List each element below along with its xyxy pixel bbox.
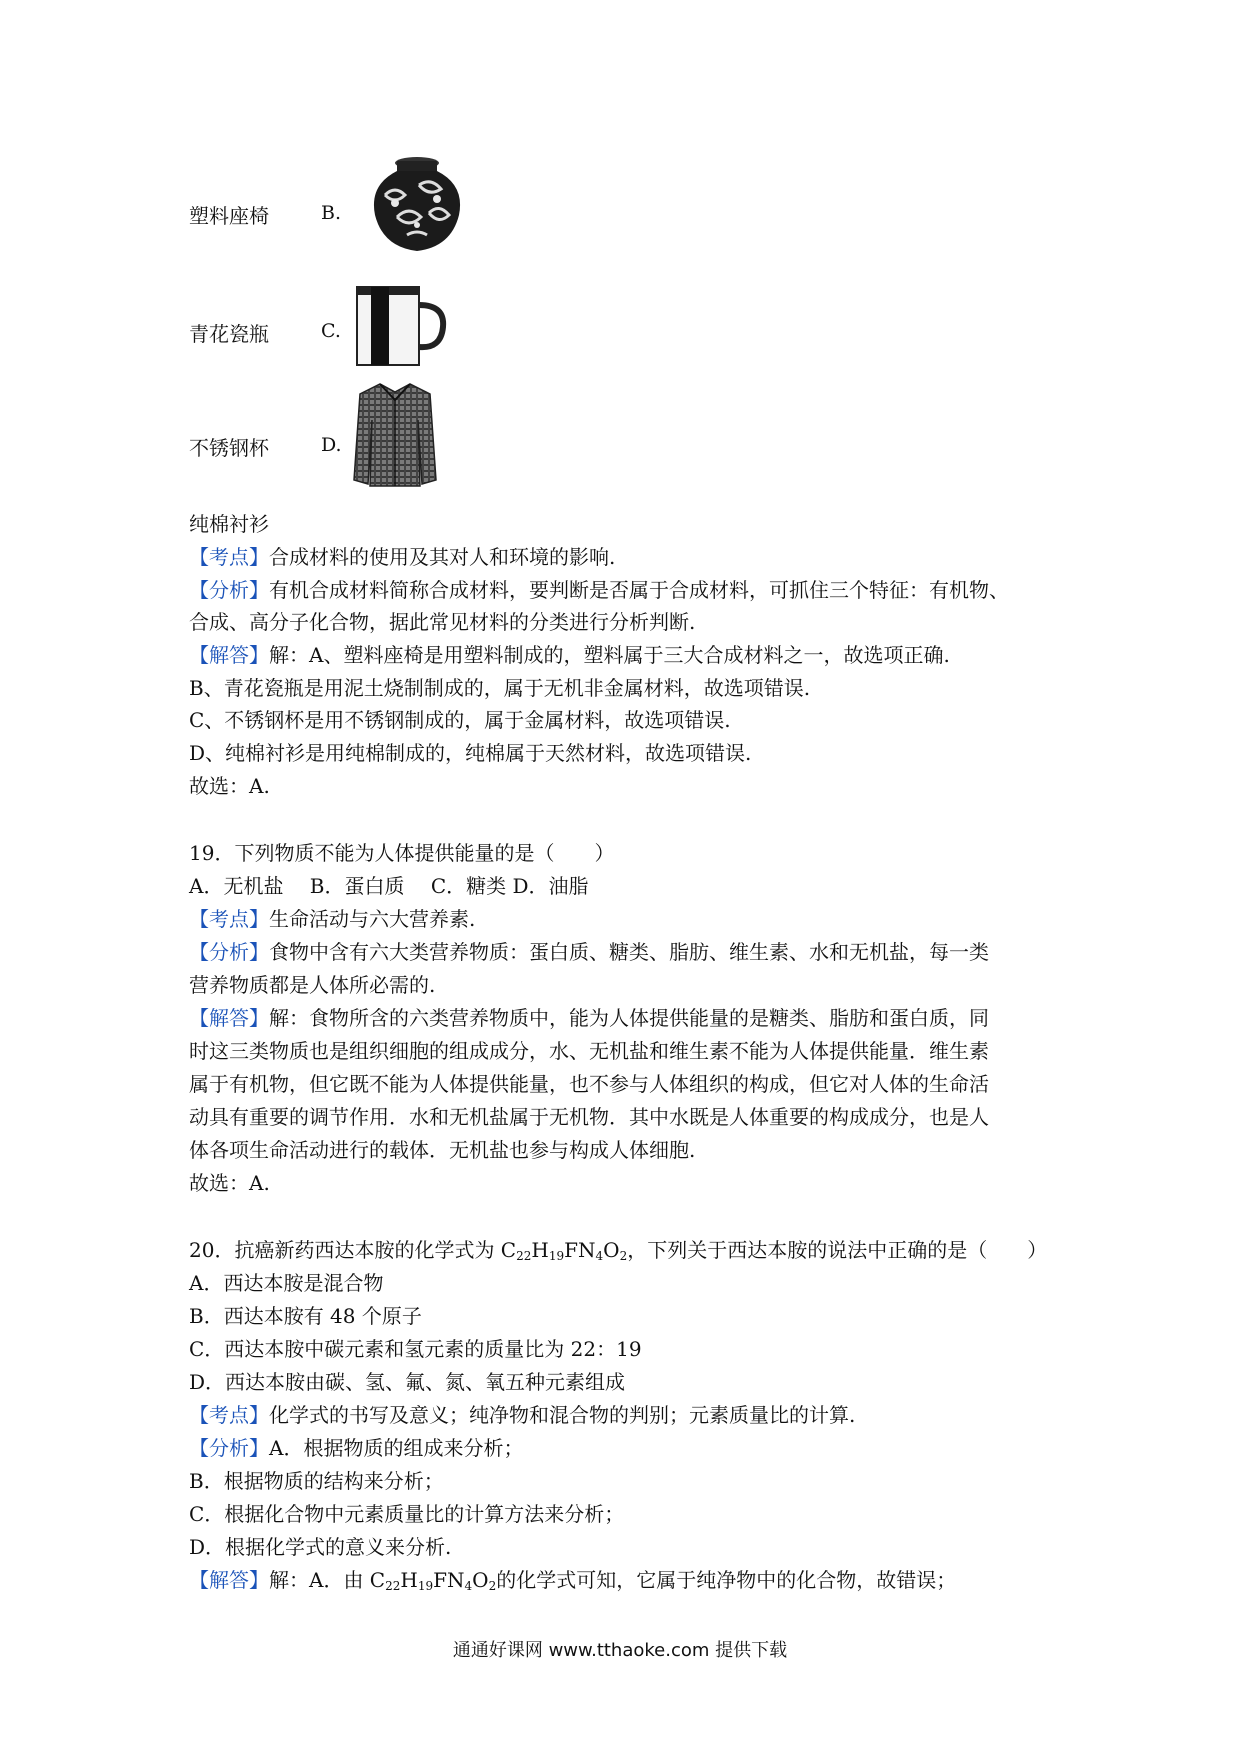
sub-4: 4 — [464, 1579, 473, 1593]
sub-22: 22 — [516, 1249, 532, 1263]
q18-fenxi-2: 合成、高分子化合物，据此常见材料的分类进行分析判断. — [189, 610, 696, 634]
jieda-tag: 【解答】 — [189, 1006, 269, 1030]
q18-jieda-2: B、青花瓷瓶是用泥土烧制制成的，属于无机非金属材料，故选项错误. — [189, 676, 811, 700]
q19-jieda-4: 动具有重要的调节作用．水和无机盐属于无机物．其中水既是人体重要的构成成分，也是人 — [189, 1105, 989, 1129]
el-h: H — [531, 1238, 549, 1262]
q19-jieda — [189, 1002, 989, 1034]
option-letter-c: C. — [321, 320, 341, 342]
kaodian-text: 化学式的书写及意义；纯净物和混合物的判别；元素质量比的计算. — [269, 1403, 856, 1427]
q19-options: A．无机盐 B．蛋白质 C．糖类 D．油脂 — [189, 874, 589, 898]
q20-fenxi-4: D．根据化学式的意义来分析. — [189, 1535, 452, 1559]
sub-4: 4 — [595, 1249, 604, 1263]
kaodian-text: 生命活动与六大营养素. — [269, 907, 476, 931]
q20-option-a: A．西达本胺是混合物 — [189, 1271, 384, 1295]
jieda-tag: 【解答】 — [189, 1568, 269, 1592]
q20-kaodian — [189, 1399, 855, 1431]
option-letter-b: B. — [321, 202, 342, 224]
q18-fenxi — [189, 574, 1009, 606]
mug-icon — [353, 283, 448, 368]
el-o: O — [472, 1568, 489, 1592]
fenxi-tag: 【分析】 — [189, 578, 269, 602]
sub-2: 2 — [619, 1249, 628, 1263]
vase-icon — [367, 155, 467, 255]
q20-option-b: B．西达本胺有 48 个原子 — [189, 1304, 422, 1328]
last-option-text: 纯棉衬衫 — [189, 512, 269, 536]
el-o: O — [603, 1238, 620, 1262]
footer-text: 通通好课网 www.tthaoke.com 提供下载 — [452, 1640, 788, 1661]
option-text-c: 青花瓷瓶 — [189, 322, 269, 346]
fenxi-text: A．根据物质的组成来分析； — [269, 1436, 524, 1460]
q19-stem: 19．下列物质不能为人体提供能量的是（ ） — [189, 841, 615, 865]
q20-fenxi-2: B．根据物质的结构来分析； — [189, 1469, 444, 1493]
kaodian-text: 合成材料的使用及其对人和环境的影响. — [269, 545, 616, 569]
kaodian-tag: 【考点】 — [189, 545, 269, 569]
jieda-tag: 【解答】 — [189, 643, 269, 667]
el-fn: FN — [564, 1238, 596, 1262]
el-h: H — [400, 1568, 418, 1592]
jieda-text: 解：A、塑料座椅是用塑料制成的，塑料属于三大合成材料之一，故选项正确. — [269, 643, 950, 667]
q20-jieda — [189, 1564, 956, 1602]
q19-fenxi — [189, 936, 989, 968]
q19-jieda-3: 属于有机物，但它既不能为人体提供能量，也不参与人体组织的构成，但它对人体的生命活 — [189, 1072, 989, 1096]
fenxi-tag: 【分析】 — [189, 1436, 269, 1460]
q20-stem-post: ，下列关于西达本胺的说法中正确的是（ ） — [627, 1238, 1048, 1262]
q20-fenxi — [189, 1432, 523, 1464]
jieda-post: 的化学式可知，它属于纯净物中的化合物，故错误； — [496, 1568, 957, 1592]
q18-kaodian — [189, 541, 615, 573]
jieda-pre: 解：A．由 C — [269, 1568, 386, 1592]
q18-jieda-3: C、不锈钢杯是用不锈钢制成的，属于金属材料，故选项错误. — [189, 708, 731, 732]
sub-2: 2 — [488, 1579, 497, 1593]
q20-stem-pre: 20．抗癌新药西达本胺的化学式为 C — [189, 1238, 517, 1262]
q19-fenxi-2: 营养物质都是人体所必需的. — [189, 973, 436, 997]
q20-option-c: C．西达本胺中碳元素和氢元素的质量比为 22：19 — [189, 1337, 642, 1361]
q19-jieda-5: 体各项生命活动进行的载体．无机盐也参与构成人体细胞. — [189, 1138, 696, 1162]
el-fn: FN — [433, 1568, 465, 1592]
q18-jieda — [189, 639, 950, 671]
fenxi-tag: 【分析】 — [189, 940, 269, 964]
q19-jieda-2: 时这三类物质也是组织细胞的组成成分，水、无机盐和维生素不能为人体提供能量．维生素 — [189, 1039, 989, 1063]
option-text-b: 塑料座椅 — [189, 204, 269, 228]
sub-22: 22 — [385, 1579, 401, 1593]
option-letter-d: D. — [321, 434, 342, 456]
q20-option-d: D．西达本胺由碳、氢、氟、氮、氧五种元素组成 — [189, 1370, 626, 1394]
q20-fenxi-3: C．根据化合物中元素质量比的计算方法来分析； — [189, 1502, 625, 1526]
q18-answer: 故选：A. — [189, 774, 270, 798]
jieda-text: 解：食物所含的六类营养物质中，能为人体提供能量的是糖类、脂肪和蛋白质，同 — [269, 1006, 989, 1030]
option-text-d: 不锈钢杯 — [189, 436, 269, 460]
sub-19: 19 — [548, 1249, 565, 1263]
sub-19: 19 — [417, 1579, 434, 1593]
fenxi-text: 有机合成材料简称合成材料，要判断是否属于合成材料，可抓住三个特征：有机物、 — [269, 578, 1009, 602]
q18-jieda-4: D、纯棉衬衫是用纯棉制成的，纯棉属于天然材料，故选项错误. — [189, 741, 752, 765]
kaodian-tag: 【考点】 — [189, 1403, 269, 1427]
q19-kaodian — [189, 903, 475, 935]
fenxi-text: 食物中含有六大类营养物质：蛋白质、糖类、脂肪、维生素、水和无机盐，每一类 — [269, 940, 989, 964]
kaodian-tag: 【考点】 — [189, 907, 269, 931]
q19-answer: 故选：A. — [189, 1171, 270, 1195]
shirt-icon — [350, 380, 440, 490]
